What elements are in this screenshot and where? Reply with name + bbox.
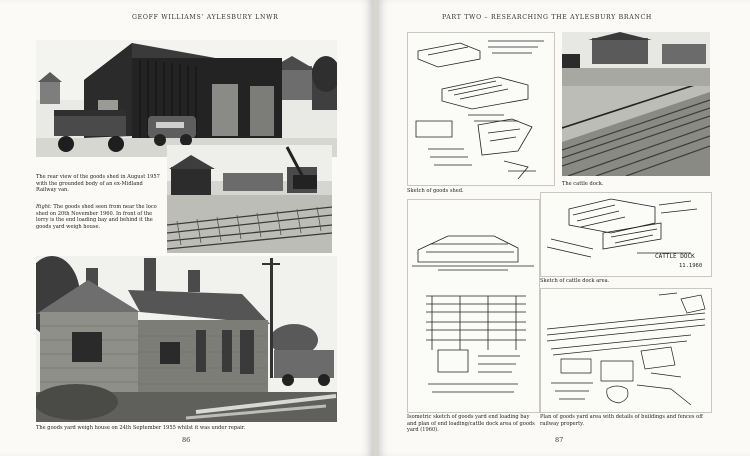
caption-goods-yard-plan: Plan of goods yard area with details of buildings and fences off railway property. xyxy=(540,414,703,427)
photo-goods-shed-rear xyxy=(36,40,337,157)
sketch-label-cattle-dock: CATTLE DOCK xyxy=(655,253,695,260)
caption-text: The goods shed seen from near the loco shed on 20th November 1960. In front of the lorry is the end loading bay and behind it the goods yard weigh house. xyxy=(36,204,157,230)
sketch-label-date: 11.1960 xyxy=(679,263,703,269)
left-running-head: GEOFF WILLIAMS’ AYLESBURY LNWR xyxy=(132,14,279,21)
caption-goods-shed-front xyxy=(36,204,164,230)
photo-cattle-dock xyxy=(562,32,710,176)
photo-weigh-house xyxy=(36,256,337,422)
caption-prefix: Right: xyxy=(36,204,52,210)
caption-weigh-house: The goods yard weigh house on 24th September 1955 whilst it was under repair. xyxy=(36,425,246,431)
right-page-number: 87 xyxy=(555,436,564,444)
sketch-cattle-dock-area xyxy=(540,192,712,277)
caption-sketch-goods-shed: Sketch of goods shed. xyxy=(407,188,464,194)
photo-goods-shed-front xyxy=(167,145,332,253)
sketch-goods-shed xyxy=(407,32,555,186)
caption-cattle-dock: The cattle dock. xyxy=(562,181,604,187)
left-page-number: 86 xyxy=(182,436,191,444)
caption-sketch-cattle-dock: Sketch of cattle dock area. xyxy=(540,278,610,284)
right-running-head: PART TWO – RESEARCHING THE AYLESBURY BRANCH xyxy=(442,14,653,21)
left-page xyxy=(0,0,373,456)
sketch-goods-yard-plan xyxy=(540,288,712,413)
caption-goods-shed-rear: The rear view of the goods shed in August 1957 with the grounded body of an ex-Midland Railway van. xyxy=(36,174,160,194)
caption-isometric-sketch: Isometric sketch of goods yard end loading bay and plan of end loading/cattle dock area of goods yard (1960). xyxy=(407,414,535,434)
sketch-isometric-loading-bay xyxy=(407,199,540,413)
right-page xyxy=(377,0,750,456)
